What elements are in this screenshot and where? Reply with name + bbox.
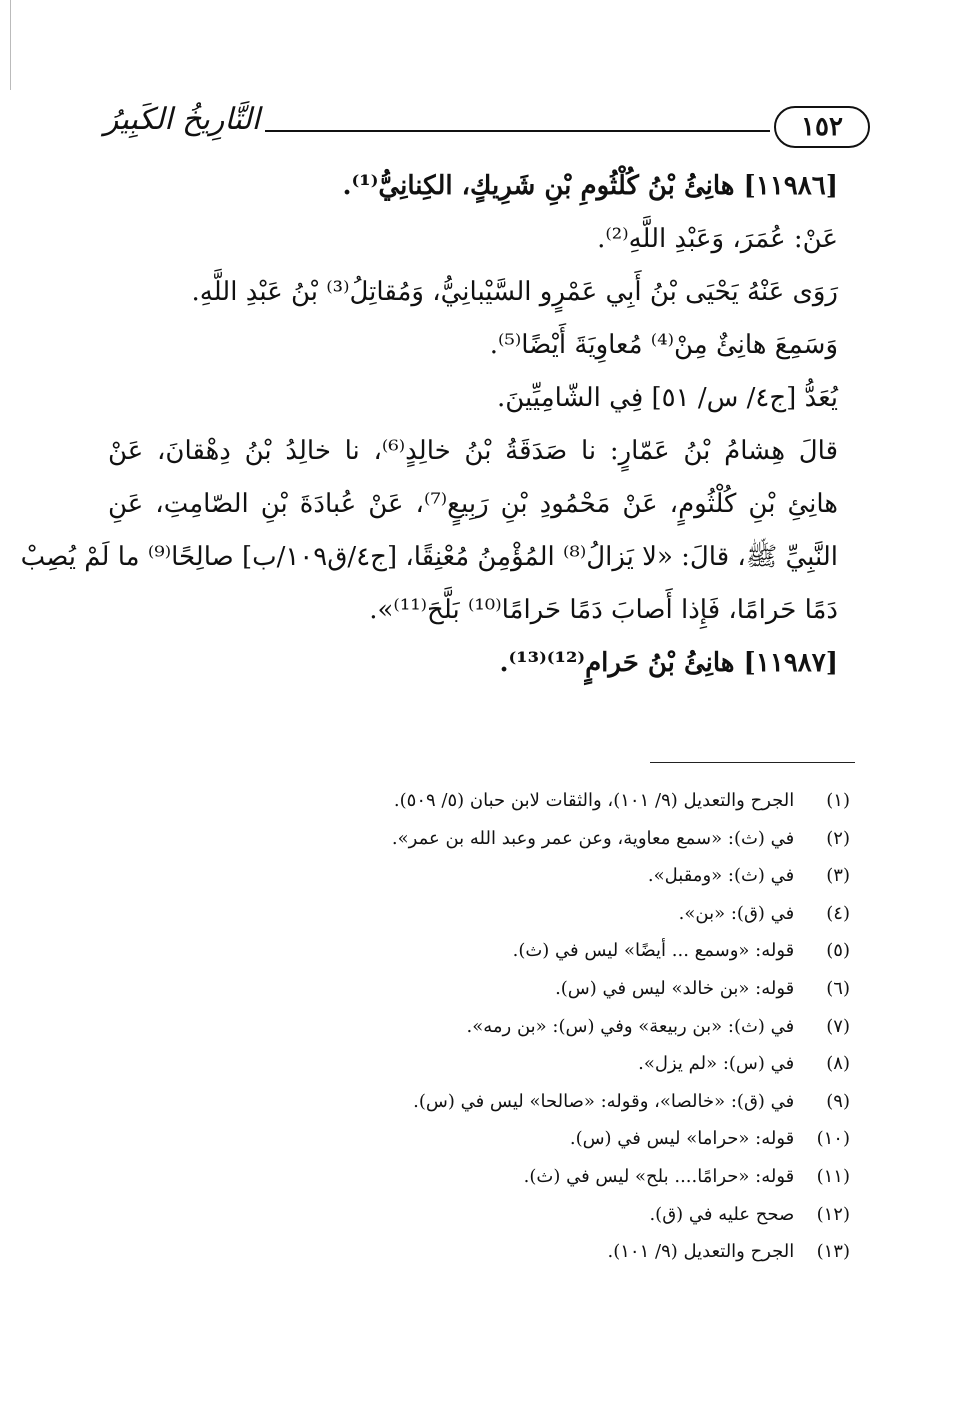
footnote-number: (٧) — [826, 1015, 850, 1037]
footnote-number: (٢) — [826, 827, 850, 849]
page-header — [103, 98, 870, 158]
footnote-number: (١) — [826, 790, 850, 811]
header-rule — [265, 130, 770, 132]
footnote-text: في (ق): «خالصا»، وقوله: «صالحا» ليس في (س). — [413, 1090, 795, 1112]
footnote — [150, 1126, 850, 1152]
footnote-number: (٦) — [826, 977, 850, 999]
paragraph-line: هانِئِ بْنِ كُلْثُومٍ، عَنْ مَحْمُودِ بْنِ رَبِيعٍ⁽⁷⁾، عَنْ عُبادَةَ بْنِ الصّامِتِ، عَنِ — [108, 489, 838, 519]
footnote — [150, 1051, 850, 1077]
footnote — [150, 1202, 850, 1228]
footnote — [150, 938, 850, 964]
paragraph-line: قالَ هِشامُ بْنُ عَمّارٍ: نا صَدَقَةُ بْنُ خالِدٍ⁽⁶⁾، نا خالِدُ بْنُ دِهْقانَ، عَنْ — [108, 436, 838, 466]
footnote-text: قوله: «حرامًا.... بلح» ليس في (ث). — [523, 1165, 795, 1187]
footnote-text: الجرح والتعديل (٩/ ١٠١). — [607, 1241, 795, 1263]
footnote — [150, 1014, 850, 1040]
margin-line — [10, 0, 11, 90]
main-text — [20, 168, 838, 698]
footnote-text: الجرح والتعديل (٩/ ١٠١)، والثقات لابن حبان (٥/ ٥٠٩). — [393, 790, 795, 811]
entry-heading: [١١٩٨٦] هانِئُ بْنُ كُلْثُومِ بْنِ شَرِيكٍ، الكِنانِيُّ⁽¹⁾. — [342, 171, 838, 201]
text-line: عَنْ: عُمَرَ، وَعَبْدِ اللَّهِ⁽²⁾. — [597, 224, 838, 254]
paragraph-line: النَّبِيِّ ﷺ، قالَ: «لا يَزالُ⁽⁸⁾ المُؤْمِنُ مُعْنِقًا، [ج٤/ق١٠٩/ب] صالِحًا⁽⁹⁾ ما لَمْ يُصِبْ — [20, 542, 838, 572]
footnote-text: في (س): «لم يزل». — [638, 1053, 795, 1075]
footnote-text: في (ث): «بن ربيعة» وفي (س): «بن رمه». — [466, 1015, 795, 1037]
footnote-text: في (ق): «بن». — [678, 902, 795, 924]
footnote-number: (٣) — [826, 865, 850, 887]
page-number: ١٥٢ — [774, 106, 870, 148]
footnotes — [150, 788, 850, 1277]
footnote-number: (١١) — [816, 1165, 850, 1187]
text-line: يُعَدُّ [ج٤/ س/ ٥١] فِي الشّامِيِّينَ. — [496, 383, 838, 413]
footnote — [150, 826, 850, 852]
footnote-number: (٩) — [826, 1090, 850, 1112]
footnote-number: (٤) — [826, 902, 850, 924]
footnote-number: (٨) — [826, 1053, 850, 1075]
footnote — [150, 1089, 850, 1115]
footnote — [150, 1239, 850, 1265]
footnote-text: قوله: «وسمع ... أيضًا» ليس في (ث). — [512, 940, 795, 962]
text-line: رَوَى عَنْهُ يَحْيَى بْنُ أَبِي عَمْرٍو السَّيْبانِيُّ، وَمُقاتِلُ⁽³⁾ بْنُ عَبْدِ اللَّهِ. — [191, 277, 838, 307]
paragraph-line: دَمًا حَرامًا، فَإِذا أَصابَ دَمًا حَرامًا⁽¹⁰⁾ بَلَّحَ⁽¹¹⁾». — [369, 595, 838, 625]
footnote — [150, 901, 850, 927]
footnote-text: في (ث): «ومقبل». — [647, 865, 795, 887]
footnote-text: في (ث): «سمع معاوية، وعن عمر وعبد الله بن عمر». — [391, 827, 795, 849]
footnote-number: (١٣) — [816, 1241, 850, 1263]
footnote-text: قوله: «بن خالد» ليس في (س). — [555, 977, 795, 999]
footnote-separator — [650, 762, 855, 763]
running-title: التَّارِيخُ الكَبِيرُ — [103, 102, 260, 137]
footnote-number: (٥) — [826, 940, 850, 962]
footnote — [150, 863, 850, 889]
text-line: وَسَمِعَ هانِئٌ مِنْ⁽⁴⁾ مُعاوِيَةَ أَيْضًا⁽⁵⁾. — [489, 330, 838, 360]
footnote — [150, 976, 850, 1002]
entry-heading: [١١٩٨٧] هانِئُ بْنُ حَرامٍ⁽¹²⁾⁽¹³⁾. — [499, 648, 838, 678]
footnote-text: صحح عليه في (ق). — [649, 1203, 795, 1225]
footnote — [150, 1164, 850, 1190]
footnote — [150, 788, 850, 814]
footnote-text: قوله: «حراما» ليس في (س). — [569, 1128, 795, 1150]
footnote-number: (١٠) — [816, 1128, 850, 1150]
footnote-number: (١٢) — [816, 1203, 850, 1225]
